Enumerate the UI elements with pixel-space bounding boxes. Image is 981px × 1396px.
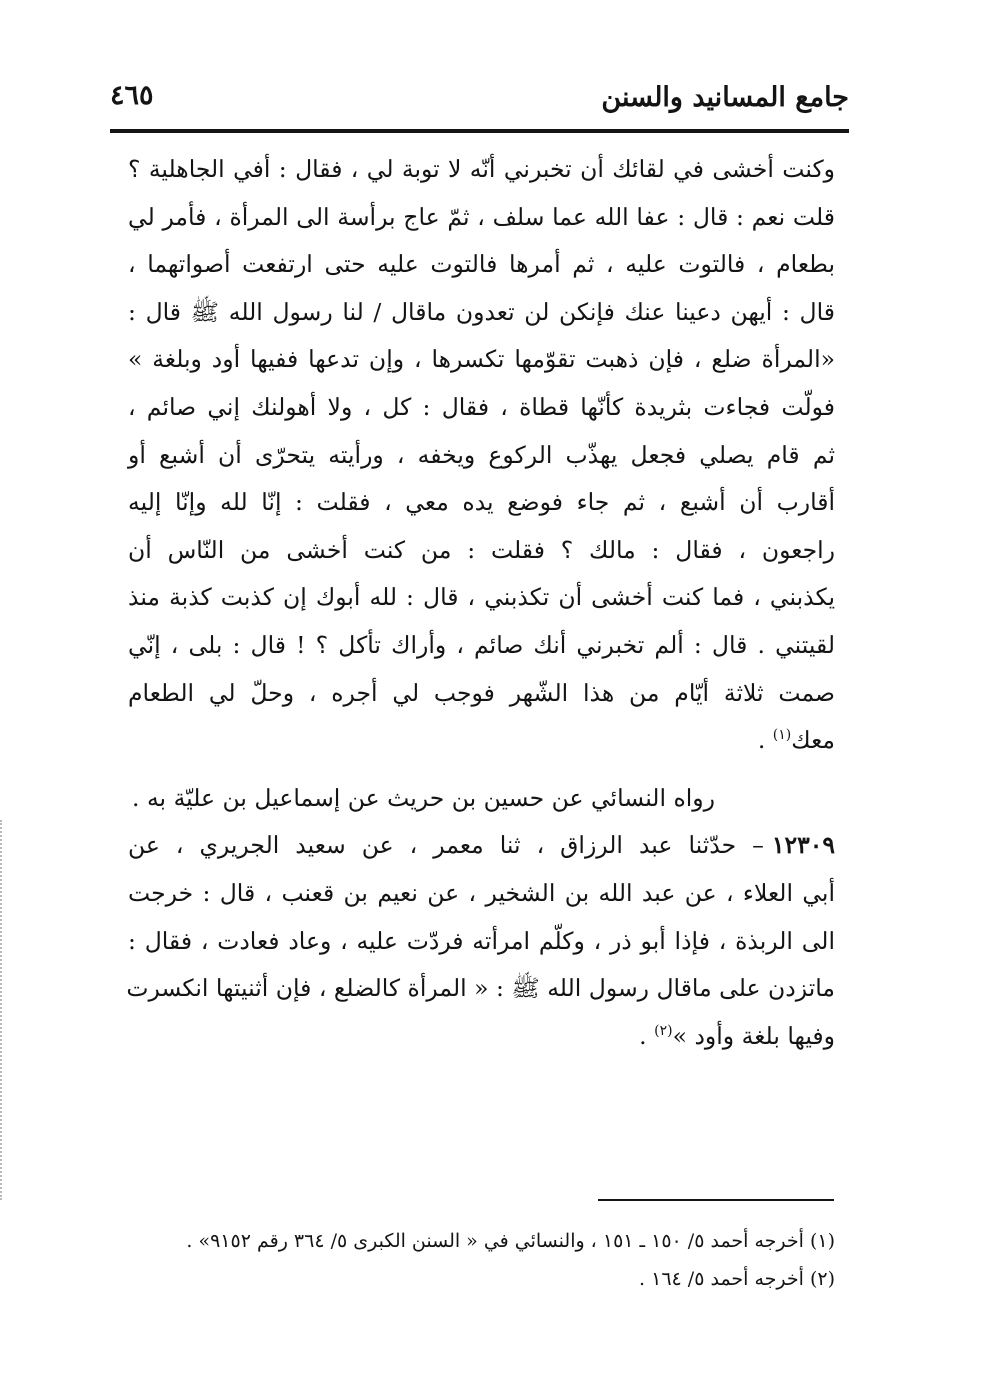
main-text bbox=[128, 146, 835, 1060]
text-line: يكذبني ، فما كنت أخشى أن تكذبني ، قال : لله أبوك إن كذبت كذبة منذ bbox=[128, 583, 835, 612]
footnote bbox=[140, 1222, 835, 1260]
text-line bbox=[128, 1013, 835, 1061]
hadith-entry bbox=[128, 822, 835, 1060]
line-text: – حدّثنا عبد الرزاق ، ثنا معمر ، عن سعيد الجريري ، عن bbox=[128, 831, 764, 860]
footnote-rule bbox=[598, 1199, 834, 1201]
footnote-ref: (٢) bbox=[654, 1022, 673, 1039]
footnote-text: أخرجه أحمد ٥/ ١٦٤ . bbox=[639, 1268, 804, 1290]
text-line: أقارب أن أشبع ، ثم جاء فوضع يده معي ، فقلت : إنّا لله وإنّا إليه bbox=[128, 488, 835, 517]
footnotes bbox=[140, 1222, 835, 1298]
hadith-number: ١٢٣٠٩ bbox=[771, 831, 835, 860]
text-line: فولّت فجاءت بثريدة كأنّها قطاة ، فقال : كل ، ولا أهولنك إني صائم ، bbox=[128, 392, 835, 421]
line-text: وفيها بلغة وأود » bbox=[672, 1021, 835, 1050]
text-line: راجعون ، فقال : مالك ؟ فقلت : من كنت أخشى من النّاس أن bbox=[128, 535, 835, 564]
source-note bbox=[128, 775, 835, 823]
scan-edge-marks bbox=[0, 820, 6, 1200]
footnote-ref: (١) bbox=[772, 727, 792, 744]
text-line: أبي العلاء ، عن عبد الله بن الشخير ، عن نعيم بن قعنب ، قال : خرجت bbox=[128, 878, 835, 907]
line-text: معك bbox=[791, 726, 835, 755]
line-end: . bbox=[639, 1021, 655, 1050]
line-end: . bbox=[757, 726, 773, 755]
text-line: وكنت أخشى في لقائك أن تخبرني أنّه لا توبة لي ، فقال : أفي الجاهلية ؟ bbox=[128, 155, 835, 183]
text-line: صمت ثلاثة أيّام من هذا الشّهر فوجب لي أجره ، وحلّ لي الطعام bbox=[128, 678, 835, 707]
header-rule bbox=[110, 129, 849, 133]
text-line: قلت نعم : قال : عفا الله عما سلف ، ثمّ عاج برأسة الى المرأة ، فأمر لي bbox=[128, 202, 835, 231]
text-line: ماتزدن على ماقال رسول الله ﷺ : « المرأة كالضلع ، فإن أثنيتها انكسرت bbox=[126, 974, 835, 1003]
text-line bbox=[128, 717, 835, 765]
text-line bbox=[128, 822, 835, 870]
text-line: بطعام ، فالتوت عليه ، ثم أمرها فالتوت عليه حتى ارتفعت أصواتهما ، bbox=[128, 250, 835, 279]
footnote-number: (٢) bbox=[809, 1268, 835, 1290]
text-line: الى الربذة ، فإذا أبو ذر ، وكلّم امرأته فردّت عليه ، وعاد فعادت ، فقال : bbox=[128, 926, 835, 955]
footnote-text: أخرجه أحمد ٥/ ١٥٠ ـ ١٥١ ، والنسائي في « السنن الكبرى ٥/ ٣٦٤ رقم ٩١٥٢» . bbox=[186, 1230, 804, 1252]
text-line: ثم قام يصلي فجعل يهذّب الركوع ويخفه ، ورأيته يتحرّى أن أشبع أو bbox=[128, 440, 835, 469]
text-line: قال : أيهن دعينا عنك فإنكن لن تعدون ماقال / لنا رسول الله ﷺ قال : bbox=[128, 297, 835, 326]
page-number: ٤٦٥ bbox=[110, 80, 154, 111]
text-line: لقيتني . قال : ألم تخبرني أنك صائم ، وأراك تأكل ؟ ! قال : بلى ، إنّي bbox=[128, 630, 835, 659]
page-header bbox=[110, 78, 849, 126]
footnote-number: (١) bbox=[809, 1230, 835, 1252]
text-line: رواه النسائي عن حسين بن حريث عن إسماعيل بن عليّة به . bbox=[132, 783, 715, 812]
narration-paragraph bbox=[128, 146, 835, 765]
text-line: «المرأة ضلع ، فإن ذهبت تقوّمها تكسرها ، وإن تدعها ففيها أود وبلغة » bbox=[128, 345, 835, 374]
running-title: جامع المسانيد والسنن bbox=[601, 82, 849, 113]
footnote bbox=[140, 1260, 835, 1298]
